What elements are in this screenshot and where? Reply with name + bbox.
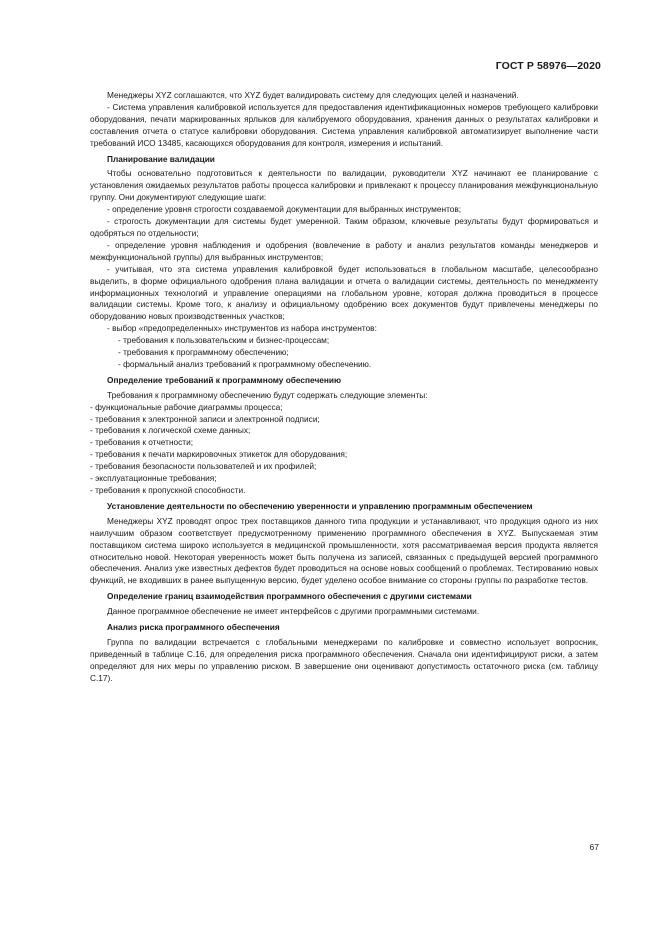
planning-step: - определение уровня строгости создаваемой документации для выбранных инструментов; [107,204,462,215]
software-requirements-intro: Требования к программному обеспечению будут содержать следующие элементы: [107,389,428,400]
planning-subitem: - требования к пользовательским и бизнес-процессам; [118,335,330,346]
validation-planning-paragraph: Чтобы основательно подготовиться к деятельности по валидации, руководители XYZ начинают ее планирование с установления ожидаемых результатов работы процесса калибровки и привлекают к процессу планирования межфункциональную группу. Они документируют следующие шаги: [90,168,598,203]
requirement-item: - требования к печати маркировочных этикеток для оборудования; [90,449,348,460]
planning-step: - учитывая, что эта система управления калибровкой будет использоваться в глобальном масштабе, целесообразно выделить, в форме официального одобрения плана валидации и отчета о валидации системы, деятельность по менеджменту информационных технологий и управление операциями на глобальном уровне, которая должна проводиться в процессе валидации системы. Кроме того, к анализу и официальному одобрению всех документов будут привлечены менеджеры по оборудованию новых производственных участков; [90,263,598,322]
planning-step: - определение уровня наблюдения и одобрения (вовлечение в работу и анализ результатов команды менеджеров и межфункциональной группы) для выбранных инструментов; [90,239,598,262]
intro-purpose-paragraph: - Система управления калибровкой используется для предоставления идентификационных номеров требующего калибровки оборудования, печати маркированных ярлыков для калибруемого оборудования, хранения данных о результатах калибровки и составления отчета о статусе калибровки оборудования. Система управления калибровкой автоматизирует выполнение части требований ИСО 13485, касающихся оборудования для контроля, измерения и испытаний. [90,101,598,148]
requirement-item: - требования безопасности пользователей и их профилей; [90,461,317,472]
risk-heading: Анализ риска программного обеспечения [107,622,280,633]
standard-header: ГОСТ Р 58976—2020 [495,60,601,72]
page-number: 67 [589,842,599,852]
software-requirements-heading: Определение требований к программному обеспечению [107,374,342,385]
requirement-item: - требования к электронной записи и электронной подписи; [90,413,320,424]
intro-paragraph: Менеджеры XYZ соглашаются, что XYZ будет валидировать систему для следующих целей и назначений. [107,90,519,100]
requirement-item: - требования к отчетности; [90,437,194,448]
requirement-item: - функциональные рабочие диаграммы процесса; [90,401,283,412]
requirement-item: - требования к пропускной способности. [90,485,246,495]
planning-subitem: - формальный анализ требований к программному обеспечению. [118,358,372,369]
interfaces-heading: Определение границ взаимодействия программного обеспечения с другими системами [107,591,472,602]
planning-subitem: - требования к программному обеспечению; [118,347,289,358]
requirement-item: - эксплуатационные требования; [90,473,217,484]
requirement-item: - требования к логической схеме данных; [90,425,251,436]
planning-step: - выбор «предопределенных» инструментов из набора инструментов: [107,323,377,334]
validation-planning-heading: Планирование валидации [107,153,215,164]
interfaces-paragraph: Данное программное обеспечение не имеет интерфейсов с другими программными системами. [107,606,480,617]
planning-step: - строгость документации для системы будет умеренной. Таким образом, ключевые результаты будут формироваться и одобряться по отдельности; [90,216,598,238]
risk-paragraph: Группа по валидации встречается с глобальными менеджерами по калибровке и совместно использует вопросник, приведенный в таблице С.16, для определения риска программного обеспечения. Сначала они идентифицируют риски, а затем определяют для них меры по управлению риском. В завершение они оценивают допустимость остаточного риска (см. таблицу С.17). [90,636,598,683]
page-content [90,90,598,685]
confidence-paragraph: Менеджеры XYZ проводят опрос трех поставщиков данного типа продукции и устанавливают, что продукция одного из них наилучшим образом соответствует предусмотренному применению программного обеспечения в XYZ. Выпускаемая этим поставщиком система широко используется в медицинской промышленности, хотя рассматриваемая версия продукта является относительно новой. Некоторая уверенность может быть получена из записей, связанных с предыдущей версией программного обеспечения. Анализ уже известных дефектов будет проводиться на основе новых сообщений о проблемах. Тестированию новых функций, не входивших в ранее выпущенную версию, будет уделено особое внимание со стороны группы по разработке тестов. [90,515,598,586]
confidence-heading: Установление деятельности по обеспечению уверенности и управлению программным обеспечением [107,500,533,511]
